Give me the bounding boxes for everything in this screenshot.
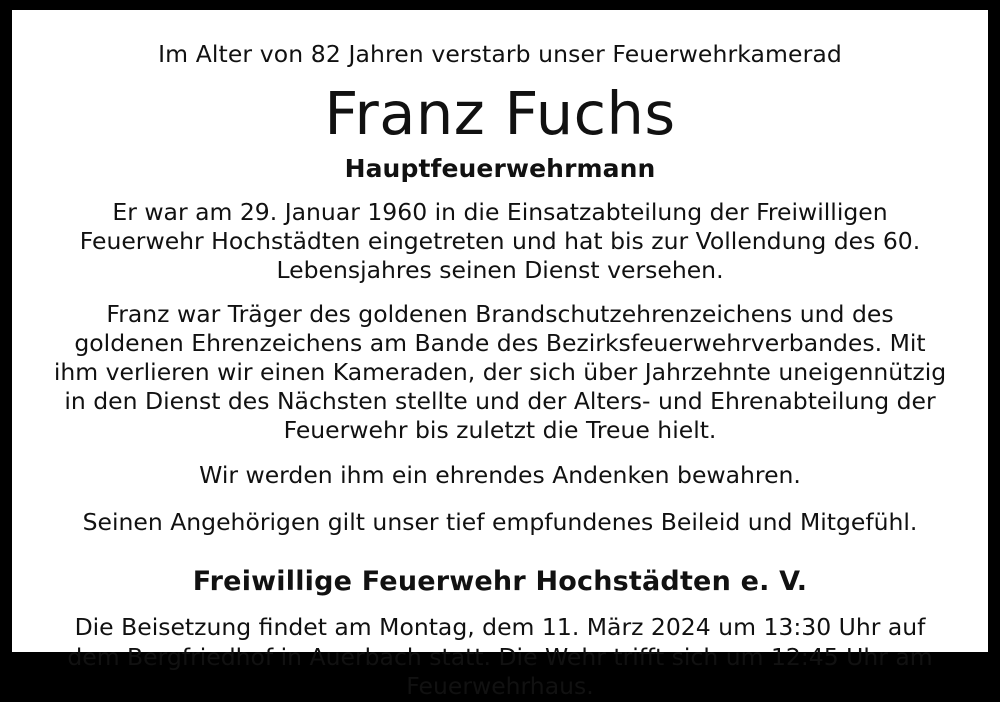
obituary-notice [12, 10, 988, 701]
condolence-paragraph: Seinen Angehörigen gilt unser tief empfundenes Beileid und Mitgefühl. [82, 508, 918, 537]
funeral-details: Die Beisetzung findet am Montag, dem 11. März 2024 um 13:30 Uhr auf dem Bergfriedhof in Auerbach statt. Die Wehr trifft sich um 12:45 Uhr am Feuerwehrhaus. [67, 612, 933, 701]
service-paragraph: Er war am 29. Januar 1960 in die Einsatzabteilung der Freiwilligen Feuerwehr Hochstädten eingetreten und hat bis zur Vollendung des 60. Lebensjahres seinen Dienst versehen. [79, 198, 921, 285]
organization-name: Freiwillige Feuerwehr Hochstädten e. V. [192, 566, 808, 598]
deceased-rank: Hauptfeuerwehrmann [344, 154, 656, 184]
memory-paragraph: Wir werden ihm ein ehrendes Andenken bewahren. [199, 461, 801, 490]
deceased-name: Franz Fuchs [324, 79, 676, 149]
intro-text: Im Alter von 82 Jahren verstarb unser Feuerwehrkamerad [158, 40, 842, 68]
honors-paragraph: Franz war Träger des goldenen Brandschutzehrenzeichens und des goldenen Ehrenzeichens am Bande des Bezirksfeuerwehrverbandes. Mit ihm verlieren wir einen Kameraden, der sich über Jahrzehnte uneigennützig in den Dienst des Nächsten stellte und der Alters- und Ehrenabteilung der Feuerwehr bis zuletzt die Treue hielt. [53, 299, 947, 445]
